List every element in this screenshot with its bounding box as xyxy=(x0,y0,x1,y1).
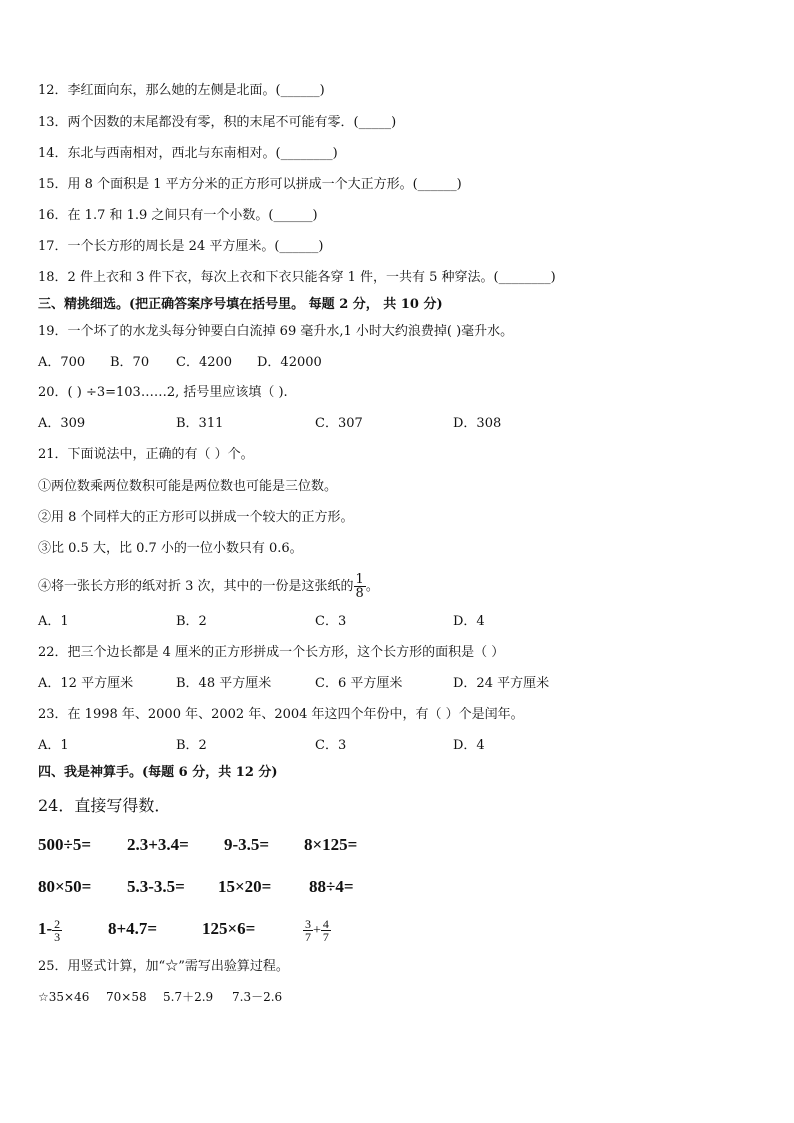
question-15: 15．用 8 个面积是 1 平方分米的正方形可以拼成一个大正方形。(______) xyxy=(38,177,462,192)
q21-option-c: C．3 xyxy=(315,614,347,629)
q21-statement-3: ③比 0.5 大，比 0.7 小的一位小数只有 0.6。 xyxy=(38,541,303,556)
question-13: 13．两个因数的末尾都没有零，积的末尾不可能有零．(_____) xyxy=(38,115,397,130)
calc-1-3: 9-3.5= xyxy=(224,835,270,854)
fraction-denominator: 7 xyxy=(305,929,311,944)
q22-option-a: A．12 平方厘米 xyxy=(38,676,134,691)
fraction-numerator: 4 xyxy=(322,916,329,931)
question-24: 24．直接写得数． xyxy=(38,796,171,815)
q21-statement-4 xyxy=(38,568,379,606)
question-21: 21．下面说法中，正确的有（ ）个。 xyxy=(38,447,254,462)
question-18: 18．2 件上衣和 3 件下衣，每次上衣和下衣只能各穿 1 件，一共有 5 种穿法。(________) xyxy=(38,270,556,285)
q21-option-d: D．4 xyxy=(453,614,485,629)
q25-item-1: ☆35×46 xyxy=(38,990,90,1004)
calc-3-2: 8+4.7= xyxy=(108,919,158,938)
fraction-numerator: 1 xyxy=(355,572,364,587)
question-25: 25．用竖式计算，加“☆”需写出验算过程。 xyxy=(38,959,289,974)
question-14: 14．东北与西南相对，西北与东南相对。(________) xyxy=(38,146,338,161)
calc-2-1: 80×50= xyxy=(38,877,92,896)
q19-option-a: A．700 xyxy=(38,355,86,370)
q21-statement-1: ①两位数乘两位数积可能是两位数也可能是三位数。 xyxy=(38,479,338,494)
question-12: 12．李红面向东，那么她的左侧是北面。(______) xyxy=(38,83,325,98)
fraction-two-thirds xyxy=(52,918,62,943)
calc-1-2: 2.3+3.4= xyxy=(127,835,189,854)
calc-2-3: 15×20= xyxy=(218,877,272,896)
question-20: 20．( ) ÷3=103……2, 括号里应该填（ ). xyxy=(38,385,288,400)
q20-option-c: C．307 xyxy=(315,416,363,431)
q20-option-a: A．309 xyxy=(38,416,86,431)
q25-item-4: 7.3－2.6 xyxy=(232,990,283,1004)
fraction-numerator: 3 xyxy=(305,916,311,931)
q25-item-3: 5.7＋2.9 xyxy=(163,990,214,1004)
question-17: 17．一个长方形的周长是 24 平方厘米。(______) xyxy=(38,239,324,254)
fraction-numerator: 2 xyxy=(54,916,61,931)
q21-option-b: B．2 xyxy=(176,614,207,629)
q19-option-b: B．70 xyxy=(110,355,150,370)
plus-sign: + xyxy=(313,923,321,938)
fraction-denominator: 8 xyxy=(355,586,364,601)
calc-3-4 xyxy=(303,910,331,950)
question-22: 22．把三个边长都是 4 厘米的正方形拼成一个长方形，这个长方形的面积是（ ） xyxy=(38,645,505,660)
q23-option-d: D．4 xyxy=(453,738,485,753)
q21-statement-2: ②用 8 个同样大的正方形可以拼成一个较大的正方形。 xyxy=(38,510,354,525)
fraction-denominator: 7 xyxy=(322,929,329,944)
q20-option-b: B．311 xyxy=(176,416,224,431)
calc-2-4: 88÷4= xyxy=(309,877,354,896)
fraction-one-eighth xyxy=(354,573,366,600)
q22-option-c: C．6 平方厘米 xyxy=(315,676,403,691)
question-19: 19．一个坏了的水龙头每分钟要白白流掉 69 毫升水,1 小时大约浪费掉( )毫升水。 xyxy=(38,324,514,339)
q19-option-d: D．42000 xyxy=(257,355,322,370)
q25-item-2: 70×58 xyxy=(106,990,147,1004)
question-23: 23．在 1998 年、2000 年、2002 年、2004 年这四个年份中，有（ ）个是闰年。 xyxy=(38,707,524,722)
calc-3-3: 125×6= xyxy=(202,919,256,938)
calc-3-1-prefix: 1- xyxy=(38,919,53,938)
fraction-four-sevenths xyxy=(321,918,331,943)
q21-option-a: A．1 xyxy=(38,614,69,629)
calc-2-2: 5.3-3.5= xyxy=(127,877,185,896)
q19-option-c: C．4200 xyxy=(176,355,233,370)
question-16: 16．在 1.7 和 1.9 之间只有一个小数。(______) xyxy=(38,208,318,223)
q22-option-b: B．48 平方厘米 xyxy=(176,676,272,691)
fraction-three-sevenths xyxy=(303,918,313,943)
q23-option-b: B．2 xyxy=(176,738,207,753)
section-4-title: 四、我是神算手。(每题 6 分，共 12 分) xyxy=(38,765,278,780)
fraction-denominator: 3 xyxy=(54,929,61,944)
q21-statement-4-end: 。 xyxy=(365,579,379,594)
calc-1-1: 500÷5= xyxy=(38,835,92,854)
q23-option-a: A．1 xyxy=(38,738,69,753)
q23-option-c: C．3 xyxy=(315,738,347,753)
q21-statement-4-text: ④将一张长方形的纸对折 3 次，其中的一份是这张纸的 xyxy=(38,579,354,594)
calc-3-1 xyxy=(38,910,62,948)
q20-option-d: D．308 xyxy=(453,416,502,431)
q22-option-d: D．24 平方厘米 xyxy=(453,676,550,691)
calc-1-4: 8×125= xyxy=(304,835,358,854)
section-3-title: 三、精挑细选。(把正确答案序号填在括号里。 每题 2 分， 共 10 分) xyxy=(38,297,443,312)
